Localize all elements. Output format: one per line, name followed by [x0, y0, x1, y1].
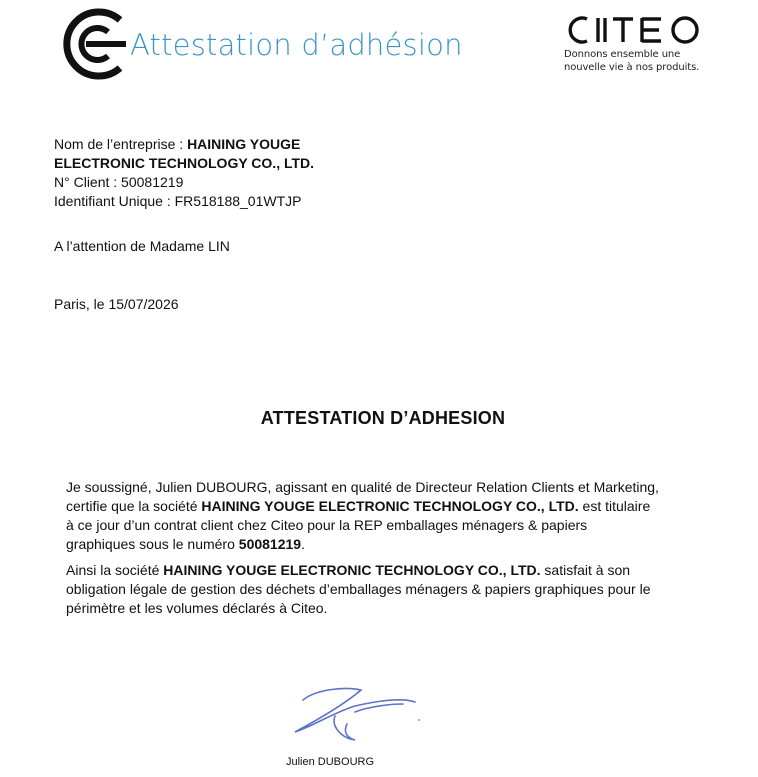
document-title: Attestation d’adhésion — [130, 28, 463, 62]
recipient-block — [54, 135, 314, 211]
paragraph2-company: HAINING YOUGE ELECTRONIC TECHNOLOGY CO., LTD. — [163, 562, 541, 578]
paragraph1-text: est titulaire — [578, 498, 651, 514]
paragraph1-line2 — [66, 497, 659, 516]
client-number: N° Client : 50081219 — [54, 174, 184, 190]
paragraph1-company: HAINING YOUGE ELECTRONIC TECHNOLOGY CO., LTD. — [201, 498, 579, 514]
paragraph1-text: certifie que la société — [66, 498, 202, 514]
paragraph1-text: . — [301, 536, 305, 552]
attestation-heading: ATTESTATION D’ADHESION — [260, 408, 506, 428]
paragraph1-line4 — [66, 535, 659, 554]
paragraph1-line3: à ce jour d’un contrat client chez Citeo pour la REP emballages ménagers & papiers — [66, 517, 588, 533]
company-name-continued: ELECTRONIC TECHNOLOGY CO., LTD. — [54, 155, 315, 171]
paragraph1-text: graphiques sous le numéro — [66, 536, 239, 552]
company-line1 — [54, 135, 314, 154]
paragraph2-text: Ainsi la société — [66, 562, 164, 578]
company-name: HAINING YOUGE — [187, 136, 301, 152]
paragraph-obligation — [66, 561, 651, 618]
signature-icon — [285, 682, 425, 752]
paragraph2-line2: obligation légale de gestion des déchets d’emballages ménagers & papiers graphiques pour le — [66, 581, 651, 597]
place-date: Paris, le 15/07/2026 — [54, 296, 179, 312]
attention-line: A l’attention de Madame LIN — [54, 238, 230, 254]
paragraph1-line1: Je soussigné, Julien DUBOURG, agissant en qualité de Directeur Relation Clients et Marketing, — [66, 479, 659, 495]
citeo-tagline-line1: Donnons ensemble une — [564, 49, 681, 60]
signatory-name: Julien DUBOURG — [286, 756, 375, 768]
paragraph1-contract-number: 50081219 — [238, 536, 302, 552]
paragraph2-line1 — [66, 561, 651, 580]
citeo-tagline-line2: nouvelle vie à nos produits. — [564, 62, 700, 73]
company-label: Nom de l’entreprise : — [54, 136, 188, 152]
citeo-wordmark-icon — [563, 12, 703, 48]
paragraph-certification — [66, 478, 659, 554]
company-line2 — [54, 154, 314, 173]
attestation-logo-icon — [54, 6, 130, 82]
paragraph2-text: satisfait à son — [540, 562, 631, 578]
citeo-logo — [563, 12, 703, 74]
paragraph2-line3: périmètre et les volumes déclarés à Citeo. — [66, 600, 328, 616]
unique-identifier: Identifiant Unique : FR518188_01WTJP — [54, 193, 302, 209]
